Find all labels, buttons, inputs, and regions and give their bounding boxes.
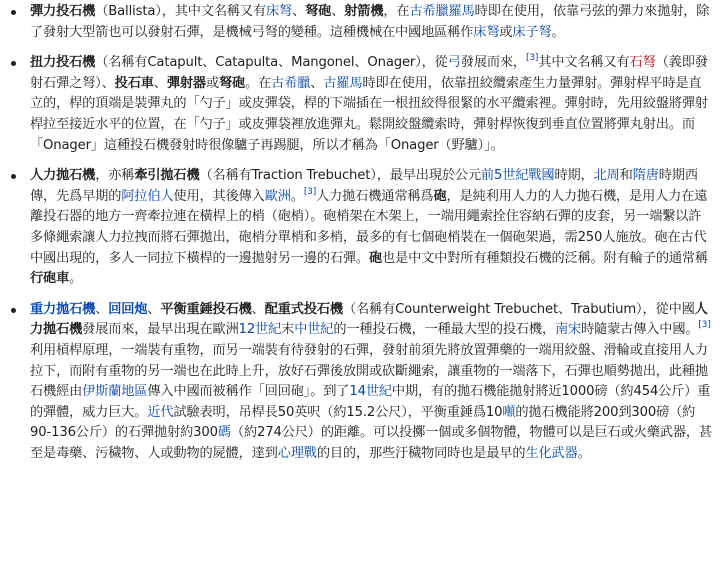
body-text: 的目的，那些汙穢物同時也是最早的 — [316, 445, 526, 461]
wiki-link[interactable]: 床弩 — [266, 4, 293, 19]
wiki-link-bold[interactable]: 回回炮 — [108, 301, 148, 317]
wiki-link[interactable]: 南宋 — [554, 322, 582, 338]
body-text: 。 — [577, 445, 591, 461]
wiki-link[interactable]: 生化武器 — [525, 445, 578, 461]
bold-term: 平衡重錘投石機 — [160, 301, 252, 317]
body-text: 、 — [153, 75, 167, 91]
body-text: 和 — [619, 168, 633, 184]
body-text: 。 — [551, 24, 565, 40]
wiki-link-bold[interactable]: 重力拋石機 — [30, 301, 96, 317]
body-text: （名稱有Catapult、Catapulta、Mangonel、Onager），從 — [95, 55, 448, 71]
body-text: ，是純利用人力的人力拋石機，是用人力在遠離投石器的地方一齊牽拉連在橫桿上的梢（砲梢）。砲梢架在木架上，一端用繩索拴住容納石彈的皮套，另一端繫以許多條繩索讓人力拉拽而將石彈拋出，砲梢分單梢和多梢，最多的有七個砲梢裝在一個砲架過，需250人施放。砲在古代中國出現的，多人一同拉下橫桿的一邊拋射另一邊的石彈。 — [30, 188, 708, 266]
bold-term: 弩砲 — [305, 4, 332, 19]
wiki-link[interactable]: 古希臘 — [271, 75, 311, 91]
bold-term: 投石車 — [114, 75, 154, 91]
bold-term: 射箭機 — [344, 4, 384, 19]
citation-link[interactable]: [3] — [303, 186, 317, 197]
body-text: 、 — [331, 4, 345, 19]
wiki-link[interactable]: 弓 — [447, 55, 461, 71]
wiki-link[interactable]: 床子弩 — [512, 24, 552, 40]
citation-link[interactable]: [3] — [698, 320, 711, 331]
body-text: 中期，有的拋石機能拋射將近1000磅（約454公斤）重的彈體，威力巨大。 — [30, 384, 711, 420]
body-text: 其中文名稱又有 — [538, 55, 630, 71]
body-text: 時即在使用，依靠弓弦的彈力來拋射，除了發射大型箭也可以發射石彈，是機械弓弩的變種。這種機械在中國地區稱作 — [30, 4, 710, 40]
wiki-link[interactable]: 隋唐 — [632, 168, 659, 184]
body-text: 的一種投石機，一種最大型的投石機， — [333, 322, 555, 338]
list-item-ballista — [30, 2, 714, 43]
body-text: 發展而來， — [460, 55, 526, 71]
bold-term: 弩砲 — [219, 75, 246, 91]
body-text: （名稱有Counterweight Trebuchet、Trabutium），從中國 — [342, 301, 695, 317]
body-text: 。在 — [245, 75, 272, 91]
body-text: 、 — [292, 4, 306, 19]
body-text: 也是中文中對所有種類投石機的泛稱。附有輪子的通常稱 — [382, 250, 708, 266]
body-text: 、 — [251, 301, 265, 317]
bold-term: 扭力投石機 — [30, 55, 96, 71]
citation — [698, 320, 710, 330]
list-item-torsion-catapult — [30, 53, 714, 156]
wiki-link[interactable]: 前5世紀 — [481, 168, 529, 184]
wiki-link[interactable]: 床弩 — [473, 24, 500, 40]
body-text: 。 — [290, 188, 304, 204]
body-text: 利用槓桿原理，一端裝有重物，而另一端裝有待發射的石彈，發射前須先將放置彈藥的一端用絞盤、滑輪或直接用人力拉下，而附有重物的另一端也在此時上升，放好石彈後放開或砍斷繩索，讓重物的一端落下，石彈也順勢拋出，此種拋石機經由 — [30, 342, 708, 400]
body-text: 、 — [310, 75, 324, 91]
body-text: 時期西傳，先爲早期的 — [30, 168, 698, 204]
redlink[interactable]: 石弩 — [629, 55, 656, 71]
wiki-link[interactable]: 近代 — [147, 404, 174, 420]
wiki-link[interactable]: 心理戰 — [277, 445, 317, 461]
body-text: 傳入中國而被稱作「回回砲」。到了 — [147, 384, 350, 400]
body-text: 或 — [205, 75, 220, 91]
bold-term: 配重式投石機 — [264, 301, 343, 317]
body-text: 、 — [147, 301, 161, 317]
wiki-link[interactable]: 12世紀 — [238, 322, 282, 338]
wiki-link[interactable]: 戰國 — [528, 168, 555, 184]
wiki-link[interactable]: 北周 — [593, 168, 620, 184]
body-text: 使用，其後傳入 — [173, 188, 265, 204]
bold-term: 砲 — [368, 250, 383, 266]
body-text: 試驗表明，吊桿長50英呎（約15.2公尺），平衡重錘爲10 — [173, 404, 503, 420]
body-text: 的拋石機能將200到300磅（約90-136公斤）的石彈拋射約300 — [30, 404, 696, 441]
list-item-traction-trebuchet — [30, 166, 714, 290]
body-text: ，亦稱 — [95, 168, 135, 184]
body-text: 人力拋石機通常稱爲 — [316, 188, 434, 204]
wiki-link[interactable]: 噸 — [502, 404, 516, 420]
body-text: 末 — [281, 322, 295, 338]
wiki-link[interactable]: 古羅馬 — [323, 75, 363, 91]
bold-term: 彈力投石機 — [30, 4, 96, 19]
citation — [304, 187, 316, 197]
body-text: 。 — [69, 271, 83, 287]
wiki-link[interactable]: 伊斯蘭地區 — [82, 384, 148, 400]
bold-term: 人力拋石機 — [30, 168, 96, 184]
bold-term: 彈射器 — [166, 75, 206, 91]
body-text: 發展而來，最早出現在歐洲 — [82, 322, 239, 338]
wiki-link[interactable]: 阿拉伯人 — [121, 188, 174, 204]
body-text: 、 — [95, 301, 109, 317]
citation-link[interactable]: [3] — [525, 53, 539, 64]
body-text: （約274公尺）的距離。可以投擲一個或多個物體，物體可以是巨石或火藥武器，甚至是毒藥、污穢物、人或動物的屍體，達到 — [30, 425, 712, 461]
body-text: （義即發射石彈之弩）、 — [30, 55, 708, 91]
wiki-link[interactable]: 羅馬 — [448, 4, 475, 19]
body-text: ，在 — [383, 4, 410, 19]
citation — [526, 53, 538, 63]
body-text: 時期， — [554, 168, 594, 184]
body-text: 或 — [499, 24, 513, 40]
list-item-counterweight-trebuchet — [30, 300, 714, 465]
body-text: 時隨蒙古傳入中國。 — [581, 322, 699, 338]
body-text: （名稱有Traction Trebuchet），最早出現於公元 — [199, 168, 481, 184]
body-text: 時即在使用，依靠扭絞纜索產生力量彈射。彈射桿平時是直立的，桿的頂端是裝彈丸的「勺子」或皮彈袋，桿的下端插在一根扭絞得很緊的水平纜索裡。彈射時，先用絞盤將彈射桿拉至接近水平的位置，在「勺子」或皮彈袋裡放進彈丸。鬆開絞盤纜索時，彈射桿恢復到垂直位置將彈丸射出。而「Onager」這種投石機發射時很像驢子再踢腿，所以才稱為「Onager（野驢）」。 — [30, 75, 708, 153]
bold-term: 牽引拋石機 — [134, 168, 200, 184]
bold-term: 人力拋石機 — [30, 301, 708, 338]
bold-term: 砲 — [433, 188, 447, 204]
body-text: （Ballista），其中文名稱又有 — [95, 4, 267, 19]
wiki-link[interactable]: 14世紀 — [349, 384, 392, 400]
bold-term: 行砲車 — [30, 271, 70, 287]
wiki-link[interactable]: 碼 — [217, 425, 231, 441]
wiki-link[interactable]: 中世紀 — [294, 322, 334, 338]
wiki-link[interactable]: 古希臘 — [409, 4, 449, 19]
wiki-link[interactable]: 歐洲 — [264, 188, 291, 204]
